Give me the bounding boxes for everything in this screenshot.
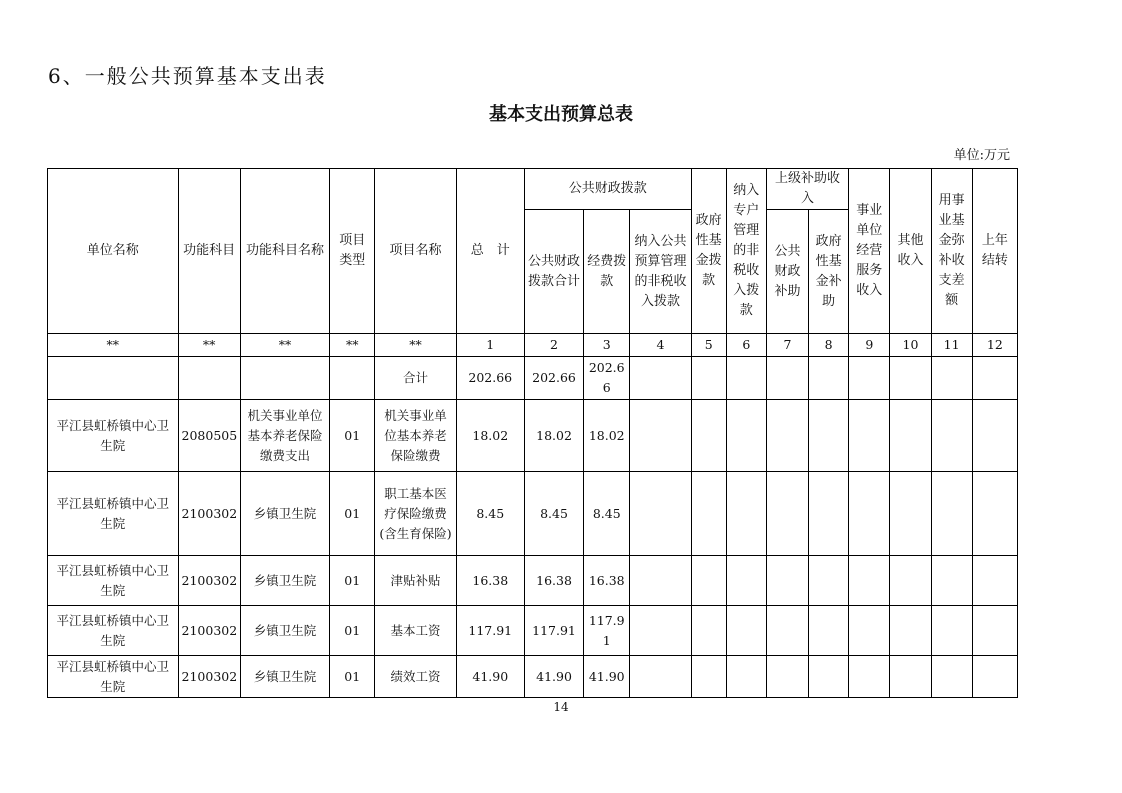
index-cell: 11 (931, 334, 972, 357)
col-public-fiscal-subsidy: 公共财政补助 (766, 210, 808, 334)
total-pf-total: 202.66 (524, 357, 583, 400)
total-label: 合计 (375, 357, 456, 400)
row-unit: 平江县虹桥镇中心卫生院 (48, 656, 179, 698)
row-type: 01 (330, 472, 375, 556)
table-title: 基本支出预算总表 (489, 104, 633, 125)
row-funds: 18.02 (584, 400, 630, 472)
index-cell: 6 (726, 334, 766, 357)
col-business-income: 事业单位经营服务收入 (849, 169, 890, 334)
index-cell: ** (330, 334, 375, 357)
index-cell: 12 (972, 334, 1017, 357)
row-pf-total: 8.45 (524, 472, 583, 556)
row-type: 01 (330, 556, 375, 606)
col-fund-deficit: 用事业基金弥补收支差额 (931, 169, 972, 334)
row-code: 2080505 (178, 400, 240, 472)
row-total: 16.38 (456, 556, 524, 606)
row-project: 职工基本医疗保险缴费(含生育保险) (375, 472, 456, 556)
index-cell: 3 (584, 334, 630, 357)
row-funds: 16.38 (584, 556, 630, 606)
col-special-nontax: 纳入专户管理的非税收入拨款 (726, 169, 766, 334)
unit-label: 单位:万元 (953, 148, 1010, 163)
col-proj-name: 项目名称 (375, 169, 456, 334)
row-project: 基本工资 (375, 606, 456, 656)
row-project: 绩效工资 (375, 656, 456, 698)
row-func-name: 乡镇卫生院 (240, 606, 329, 656)
col-unit-name: 单位名称 (48, 169, 179, 334)
row-funds: 8.45 (584, 472, 630, 556)
index-cell: ** (178, 334, 240, 357)
index-row (48, 334, 1018, 357)
budget-table (47, 168, 1018, 698)
row-type: 01 (330, 400, 375, 472)
row-code: 2100302 (178, 656, 240, 698)
row-funds: 41.90 (584, 656, 630, 698)
index-cell: 9 (849, 334, 890, 357)
col-superior-subsidy: 上级补助收入 (766, 169, 848, 210)
col-func-name: 功能科目名称 (240, 169, 329, 334)
row-project: 机关事业单位基本养老保险缴费 (375, 400, 456, 472)
col-nontax: 纳入公共预算管理的非税收入拨款 (630, 210, 691, 334)
row-func-name: 乡镇卫生院 (240, 656, 329, 698)
row-funds: 117.91 (584, 606, 630, 656)
index-cell: 7 (766, 334, 808, 357)
col-gov-fund-subsidy: 政府性基金补助 (809, 210, 849, 334)
index-cell: 1 (456, 334, 524, 357)
total-funds: 202.66 (584, 357, 630, 400)
index-cell: 8 (809, 334, 849, 357)
index-cell: 10 (890, 334, 931, 357)
table-row (48, 656, 1018, 698)
col-other-income: 其他收入 (890, 169, 931, 334)
row-pf-total: 41.90 (524, 656, 583, 698)
header-row-1 (48, 169, 1018, 210)
row-func-name: 机关事业单位基本养老保险缴费支出 (240, 400, 329, 472)
row-pf-total: 117.91 (524, 606, 583, 656)
col-func-code: 功能科目 (178, 169, 240, 334)
row-code: 2100302 (178, 556, 240, 606)
row-total: 8.45 (456, 472, 524, 556)
table-row (48, 400, 1018, 472)
col-gov-fund: 政府性基金拨款 (691, 169, 726, 334)
total-row (48, 357, 1018, 400)
index-cell: 4 (630, 334, 691, 357)
row-unit: 平江县虹桥镇中心卫生院 (48, 472, 179, 556)
index-cell: ** (48, 334, 179, 357)
row-total: 18.02 (456, 400, 524, 472)
row-pf-total: 16.38 (524, 556, 583, 606)
page-number: 14 (553, 700, 569, 714)
row-unit: 平江县虹桥镇中心卫生院 (48, 400, 179, 472)
col-total: 总 计 (456, 169, 524, 334)
index-cell: ** (240, 334, 329, 357)
row-func-name: 乡镇卫生院 (240, 556, 329, 606)
index-cell: 2 (524, 334, 583, 357)
row-type: 01 (330, 656, 375, 698)
col-pf-total: 公共财政拨款合计 (524, 210, 583, 334)
row-type: 01 (330, 606, 375, 656)
row-unit: 平江县虹桥镇中心卫生院 (48, 606, 179, 656)
col-public-fiscal: 公共财政拨款 (524, 169, 691, 210)
table-row (48, 472, 1018, 556)
row-total: 41.90 (456, 656, 524, 698)
row-code: 2100302 (178, 606, 240, 656)
row-project: 津贴补贴 (375, 556, 456, 606)
col-carryover: 上年结转 (972, 169, 1017, 334)
total-total: 202.66 (456, 357, 524, 400)
row-total: 117.91 (456, 606, 524, 656)
row-func-name: 乡镇卫生院 (240, 472, 329, 556)
section-heading: 6、一般公共预算基本支出表 (48, 64, 327, 88)
table-row (48, 606, 1018, 656)
table-row (48, 556, 1018, 606)
row-code: 2100302 (178, 472, 240, 556)
index-cell: 5 (691, 334, 726, 357)
col-proj-type: 项目类型 (330, 169, 375, 334)
index-cell: ** (375, 334, 456, 357)
row-pf-total: 18.02 (524, 400, 583, 472)
row-unit: 平江县虹桥镇中心卫生院 (48, 556, 179, 606)
col-funds: 经费拨款 (584, 210, 630, 334)
